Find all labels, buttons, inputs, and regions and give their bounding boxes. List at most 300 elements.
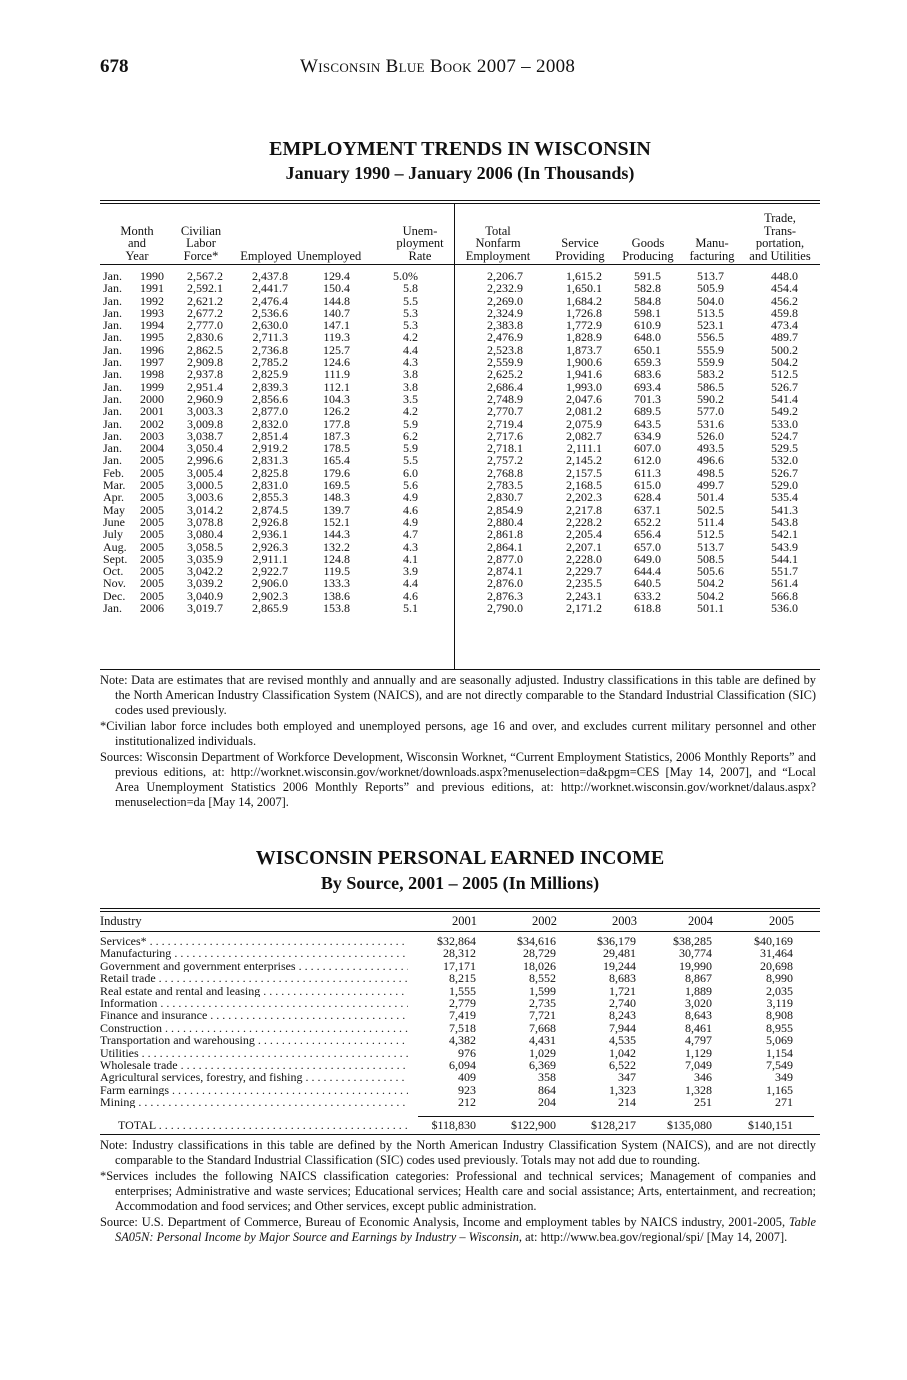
employment-cell: 582.8 xyxy=(634,281,661,296)
employment-cell: 119.3 xyxy=(323,330,350,345)
employment-cell: 178.5 xyxy=(323,441,350,456)
income-notes xyxy=(100,1138,816,1246)
income-cell: $140,151 xyxy=(748,1118,793,1132)
income-industry-name: Real estate and rental and leasing xyxy=(100,984,261,997)
employment-cell: 1,993.0 xyxy=(566,379,602,394)
employment-cell: 659.3 xyxy=(634,355,661,370)
employment-cell: 2005 xyxy=(140,551,164,566)
employment-cell: 498.5 xyxy=(697,465,724,480)
employment-row xyxy=(100,454,820,466)
income-cell: 346 xyxy=(694,1070,712,1085)
employment-cell: Jan. xyxy=(103,416,122,431)
employment-cell: 3.8 xyxy=(403,379,418,394)
employment-cell: 496.6 xyxy=(697,453,724,468)
income-row xyxy=(100,1034,820,1046)
employment-cell: 3.8 xyxy=(403,367,418,382)
employment-cell: Aug. xyxy=(103,539,127,554)
income-cell: $122,900 xyxy=(511,1118,556,1132)
employment-cell: 2,831.0 xyxy=(252,478,288,493)
income-row xyxy=(100,972,820,984)
employment-cell: 634.9 xyxy=(634,428,661,443)
leader-dots xyxy=(171,947,408,959)
employment-row xyxy=(100,368,820,380)
income-cell: $135,080 xyxy=(667,1118,712,1132)
employment-cell: 2,157.5 xyxy=(566,465,602,480)
leader-dots xyxy=(162,1022,408,1034)
employment-cell: 2,855.3 xyxy=(252,490,288,505)
employment-cell: 2,748.9 xyxy=(487,391,523,406)
income-cell: 1,029 xyxy=(529,1045,556,1060)
employment-cell: 2,719.4 xyxy=(487,416,523,431)
employment-cell: Jan. xyxy=(103,367,122,382)
employment-cell: 2005 xyxy=(140,478,164,493)
income-cell: 214 xyxy=(618,1095,636,1110)
employment-cell: 3,009.8 xyxy=(187,416,223,431)
employment-cell: 657.0 xyxy=(634,539,661,554)
leader-dots xyxy=(207,1009,408,1021)
employment-cell: 2004 xyxy=(140,441,164,456)
income-column-header: 2005 xyxy=(769,914,794,928)
employment-cell: 2,926.3 xyxy=(252,539,288,554)
income-cell: 6,094 xyxy=(449,1057,476,1072)
income-cell: 864 xyxy=(538,1082,556,1097)
employment-cell: 612.0 xyxy=(634,453,661,468)
employment-cell: 2,047.6 xyxy=(566,391,602,406)
employment-cell: 124.6 xyxy=(323,355,350,370)
employment-cell: 628.4 xyxy=(634,490,661,505)
income-industry-name: Transportation and warehousing xyxy=(100,1034,255,1047)
employment-cell: 504.2 xyxy=(771,355,798,370)
employment-cell: Jan. xyxy=(103,391,122,406)
income-cell: 8,683 xyxy=(609,971,636,986)
employment-cell: 2,625.2 xyxy=(487,367,523,382)
employment-column-header xyxy=(294,250,364,263)
employment-cell: 2,851.4 xyxy=(252,428,288,443)
income-cell: 271 xyxy=(775,1095,793,1110)
employment-cell: 3,039.2 xyxy=(187,576,223,591)
employment-cell: 3,078.8 xyxy=(187,514,223,529)
employment-cell: 649.0 xyxy=(634,551,661,566)
employment-cell: 535.4 xyxy=(771,490,798,505)
employment-cell: 5.3 xyxy=(403,318,418,333)
income-cell: 204 xyxy=(538,1095,556,1110)
income-table-subtitle: By Source, 2001 – 2005 (In Millions) xyxy=(320,873,600,893)
income-cell: 4,431 xyxy=(529,1033,556,1048)
employment-cell: 1994 xyxy=(140,318,164,333)
employment-cell: 4.9 xyxy=(403,514,418,529)
income-cell: 29,481 xyxy=(603,946,636,961)
employment-cell: 590.2 xyxy=(697,391,724,406)
employment-cell: 2005 xyxy=(140,465,164,480)
employment-cell: 2,228.0 xyxy=(566,551,602,566)
employment-cell: 2,592.1 xyxy=(187,281,223,296)
employment-top-rule xyxy=(100,200,820,201)
income-cell: 7,944 xyxy=(609,1020,636,1035)
employment-column-header-line: Nonfarm xyxy=(475,236,521,250)
employment-cell: 1,828.9 xyxy=(566,330,602,345)
employment-cell: Mar. xyxy=(103,478,126,493)
income-cell: 1,328 xyxy=(685,1082,712,1097)
employment-column-header-line: and Utilities xyxy=(749,248,811,263)
employment-cell: 2,877.0 xyxy=(487,551,523,566)
employment-cell: 104.3 xyxy=(323,391,350,406)
employment-cell: 559.9 xyxy=(697,355,724,370)
income-cell: 8,215 xyxy=(449,971,476,986)
employment-cell: 2,825.8 xyxy=(252,465,288,480)
employment-cell: 1,726.8 xyxy=(566,305,602,320)
employment-cell: 584.8 xyxy=(634,293,661,308)
employment-cell: 526.7 xyxy=(771,379,798,394)
income-source-prefix: Source: U.S. Department of Commerce, Bureau of Economic Analysis, Income and employment tables by NAICS industry, 2001-2005, xyxy=(100,1215,789,1229)
employment-cell: 6.0 xyxy=(403,465,418,480)
employment-column-header-line: and xyxy=(127,236,147,250)
employment-cell: 129.4 xyxy=(323,269,350,283)
income-cell: $36,179 xyxy=(597,934,636,948)
employment-cell: 2,441.7 xyxy=(252,281,288,296)
employment-cell: 610.9 xyxy=(634,318,661,333)
leader-dots xyxy=(156,1119,408,1131)
employment-cell: 3,038.7 xyxy=(187,428,223,443)
income-cell: 8,990 xyxy=(766,971,793,986)
employment-cell: 2005 xyxy=(140,564,164,579)
employment-cell: 5.6 xyxy=(403,478,418,493)
employment-cell: 3,014.2 xyxy=(187,502,223,517)
employment-cell: 542.1 xyxy=(771,527,798,542)
employment-cell: Oct. xyxy=(103,564,124,579)
employment-column-header-line: Trade, xyxy=(764,211,796,225)
employment-cell: 2,383.8 xyxy=(487,318,523,333)
employment-cell: 2003 xyxy=(140,428,164,443)
income-cell: 5,069 xyxy=(766,1033,793,1048)
employment-table-title: EMPLOYMENT TRENDS IN WISCONSIN xyxy=(269,138,651,160)
income-cell: 1,889 xyxy=(685,983,712,998)
employment-column-header-line: Force* xyxy=(183,248,219,263)
employment-cell: 2,269.0 xyxy=(487,293,523,308)
employment-cell: 5.0% xyxy=(393,269,418,283)
employment-column-header xyxy=(545,237,615,262)
income-industry-label xyxy=(100,1119,408,1131)
employment-cell: 2,559.9 xyxy=(487,355,523,370)
income-cell: 17,171 xyxy=(443,958,476,973)
employment-cell: 504.2 xyxy=(697,576,724,591)
employment-cell: 5.5 xyxy=(403,293,418,308)
employment-cell: 2,919.2 xyxy=(252,441,288,456)
employment-column-header xyxy=(236,250,296,263)
employment-cell: 543.8 xyxy=(771,514,798,529)
employment-cell: 526.7 xyxy=(771,465,798,480)
income-industry-label xyxy=(100,972,408,984)
income-column-header: Industry xyxy=(100,914,142,928)
employment-cell: 2,922.7 xyxy=(252,564,288,579)
income-total-row xyxy=(100,1119,820,1131)
employment-cell: 512.5 xyxy=(771,367,798,382)
employment-cell: 536.0 xyxy=(771,601,798,616)
employment-cell: 2,621.2 xyxy=(187,293,223,308)
employment-cell: 501.1 xyxy=(697,601,724,616)
employment-cell: 3,035.9 xyxy=(187,551,223,566)
income-cell: 3,020 xyxy=(685,995,712,1010)
income-cell: 2,735 xyxy=(529,995,556,1010)
employment-note: *Civilian labor force includes both employed and unemployed persons, age 16 and over, and excludes current military personnel and other institutionalized individuals. xyxy=(100,719,816,748)
income-cell: $38,285 xyxy=(673,934,712,948)
employment-cell: 2,785.2 xyxy=(252,355,288,370)
income-industry-name: Manufacturing xyxy=(100,947,172,960)
employment-cell: 3,019.7 xyxy=(187,601,223,616)
income-source-title: Table SA05N: Personal Income by Major Source and Earnings by Industry – Wisconsin, xyxy=(115,1215,816,1244)
employment-cell: 2,839.3 xyxy=(252,379,288,394)
employment-cell: 4.6 xyxy=(403,588,418,603)
income-cell: $32,864 xyxy=(437,934,476,948)
employment-cell: 640.5 xyxy=(634,576,661,591)
employment-cell: 2001 xyxy=(140,404,164,419)
employment-cell: 5.3 xyxy=(403,305,418,320)
employment-cell: 126.2 xyxy=(323,404,350,419)
employment-cell: 583.2 xyxy=(697,367,724,382)
employment-cell: 147.1 xyxy=(323,318,350,333)
employment-cell: 1992 xyxy=(140,293,164,308)
employment-cell: 3,050.4 xyxy=(187,441,223,456)
employment-cell: Jan. xyxy=(103,601,122,616)
employment-cell: 2,228.2 xyxy=(566,514,602,529)
leader-dots xyxy=(255,1034,408,1046)
employment-cell: 112.1 xyxy=(323,379,350,394)
employment-cell: 2005 xyxy=(140,502,164,517)
income-industry-name: Farm earnings xyxy=(100,1083,169,1097)
income-total-rule xyxy=(418,1116,814,1117)
income-cell: 1,323 xyxy=(609,1082,636,1097)
income-cell: 8,461 xyxy=(685,1020,712,1035)
employment-cell: 2,711.3 xyxy=(252,330,288,345)
employment-cell: 3,003.6 xyxy=(187,490,223,505)
income-cell: 7,049 xyxy=(685,1057,712,1072)
leader-dots xyxy=(139,1047,408,1059)
employment-cell: 544.1 xyxy=(771,551,798,566)
employment-cell: 524.7 xyxy=(771,428,798,443)
employment-cell: 2,324.9 xyxy=(487,305,523,320)
employment-cell: June xyxy=(103,514,125,529)
employment-cell: 2,206.7 xyxy=(487,269,523,283)
employment-cell: 2005 xyxy=(140,453,164,468)
employment-cell: 2,876.3 xyxy=(487,588,523,603)
income-cell: 8,908 xyxy=(766,1008,793,1023)
income-row xyxy=(100,1096,820,1108)
income-table-title: WISCONSIN PERSONAL EARNED INCOME xyxy=(255,847,665,869)
employment-cell: 152.1 xyxy=(323,514,350,529)
employment-cell: 2,926.8 xyxy=(252,514,288,529)
employment-cell: 148.3 xyxy=(323,490,350,505)
employment-cell: Jan. xyxy=(103,293,122,308)
employment-column-header xyxy=(613,237,683,262)
employment-cell: 2,880.4 xyxy=(487,514,523,529)
employment-cell: 513.7 xyxy=(697,269,724,283)
employment-cell: 561.4 xyxy=(771,576,798,591)
income-industry-label xyxy=(100,1071,408,1083)
employment-cell: 618.8 xyxy=(634,601,661,616)
income-cell: $34,616 xyxy=(517,934,556,948)
employment-cell: 1,873.7 xyxy=(566,342,602,357)
income-column-header: 2003 xyxy=(612,914,637,928)
employment-cell: 6.2 xyxy=(403,428,418,443)
employment-cell: 4.3 xyxy=(403,539,418,554)
employment-cell: 153.8 xyxy=(323,601,350,616)
employment-column-header-line: Goods xyxy=(631,236,665,250)
income-industry-label xyxy=(100,997,408,1009)
employment-cell: 2,861.8 xyxy=(487,527,523,542)
employment-cell: 1,684.2 xyxy=(566,293,602,308)
employment-cell: 2,523.8 xyxy=(487,342,523,357)
employment-cell: 2002 xyxy=(140,416,164,431)
leader-dots xyxy=(147,935,408,947)
employment-cell: 2,567.2 xyxy=(187,269,223,283)
income-column-header: 2001 xyxy=(452,914,477,928)
employment-cell: 2,736.8 xyxy=(252,342,288,357)
employment-bottom-rule xyxy=(100,669,820,670)
income-cell: $118,830 xyxy=(431,1118,476,1132)
income-industry-label xyxy=(100,1034,408,1046)
income-industry-label xyxy=(100,1022,408,1034)
employment-cell: 598.1 xyxy=(634,305,661,320)
income-cell: 1,555 xyxy=(449,983,476,998)
employment-cell: 2005 xyxy=(140,539,164,554)
employment-cell: 591.5 xyxy=(634,269,661,283)
page-number: 678 xyxy=(100,56,129,77)
employment-cell: 4.1 xyxy=(403,551,418,566)
employment-cell: 2,770.7 xyxy=(487,404,523,419)
employment-cell: 125.7 xyxy=(323,342,350,357)
income-industry-label xyxy=(100,1096,408,1108)
employment-cell: 650.1 xyxy=(634,342,661,357)
income-top-rule-2 xyxy=(100,911,820,912)
income-cell: 20,698 xyxy=(760,958,793,973)
employment-cell: 2005 xyxy=(140,490,164,505)
employment-column-header-line: Manu- xyxy=(695,236,729,250)
income-cell: 8,955 xyxy=(766,1020,793,1035)
employment-cell: 3,058.5 xyxy=(187,539,223,554)
employment-cell: 2,874.5 xyxy=(252,502,288,517)
employment-cell: 504.0 xyxy=(697,293,724,308)
employment-table-subtitle: January 1990 – January 2006 (In Thousands) xyxy=(285,163,635,183)
income-cell: 3,119 xyxy=(766,995,793,1010)
employment-cell: 2,229.7 xyxy=(566,564,602,579)
employment-cell: 611.3 xyxy=(634,465,661,480)
employment-cell: Jan. xyxy=(103,453,122,468)
employment-cell: 4.9 xyxy=(403,490,418,505)
employment-cell: 2005 xyxy=(140,588,164,603)
employment-cell: Jan. xyxy=(103,441,122,456)
income-cell: 8,243 xyxy=(609,1008,636,1023)
employment-column-header-line: Civilian xyxy=(180,223,222,238)
employment-column-header-line: Unemployed xyxy=(296,248,362,263)
employment-cell: Jan. xyxy=(103,269,122,283)
income-cell: 28,312 xyxy=(443,946,476,961)
employment-cell: 2,476.9 xyxy=(487,330,523,345)
employment-column-header xyxy=(102,225,172,263)
employment-cell: 187.3 xyxy=(323,428,350,443)
income-cell: 8,867 xyxy=(685,971,712,986)
employment-cell: 543.9 xyxy=(771,539,798,554)
employment-column-header xyxy=(453,225,543,263)
income-cell: 976 xyxy=(458,1045,476,1060)
employment-cell: 5.9 xyxy=(403,416,418,431)
income-industry-label xyxy=(100,1047,408,1059)
employment-row xyxy=(100,418,820,430)
employment-cell: 513.7 xyxy=(697,539,724,554)
income-industry-name: Retail trade xyxy=(100,972,156,985)
income-cell: 7,518 xyxy=(449,1020,476,1035)
income-cell: 347 xyxy=(618,1070,636,1085)
employment-cell: 555.9 xyxy=(697,342,724,357)
employment-column-header-line: Rate xyxy=(408,248,432,263)
employment-cell: 501.4 xyxy=(697,490,724,505)
employment-cell: 2,830.7 xyxy=(487,490,523,505)
employment-cell: 1997 xyxy=(140,355,164,370)
employment-column-header-line: Service xyxy=(561,236,599,250)
employment-cell: 2,202.3 xyxy=(566,490,602,505)
employment-row xyxy=(100,491,820,503)
employment-cell: 1996 xyxy=(140,342,164,357)
employment-cell: 138.6 xyxy=(323,588,350,603)
income-cell: 2,740 xyxy=(609,995,636,1010)
income-source xyxy=(100,1215,816,1245)
income-cell: 1,129 xyxy=(685,1045,712,1060)
employment-cell: 2,757.2 xyxy=(487,453,523,468)
employment-cell: 179.6 xyxy=(323,465,350,480)
employment-cell: 508.5 xyxy=(697,551,724,566)
employment-cell: 124.8 xyxy=(323,551,350,566)
employment-cell: 2,790.0 xyxy=(487,601,523,616)
employment-row xyxy=(100,602,820,614)
employment-cell: 512.5 xyxy=(697,527,724,542)
income-cell: 7,419 xyxy=(449,1008,476,1023)
employment-column-header-line: Year xyxy=(125,248,149,263)
employment-cell: 456.2 xyxy=(771,293,798,308)
employment-cell: 2,718.1 xyxy=(487,441,523,456)
employment-cell: 4.4 xyxy=(403,576,418,591)
income-industry-name: Construction xyxy=(100,1021,162,1035)
income-industry-name: Utilities xyxy=(100,1046,139,1059)
employment-cell: Sept. xyxy=(103,551,128,566)
employment-cell: 454.4 xyxy=(771,281,798,296)
employment-cell: 2,081.2 xyxy=(566,404,602,419)
employment-column-header-line: ployment xyxy=(396,236,444,250)
employment-cell: 505.6 xyxy=(697,564,724,579)
employment-cell: 652.2 xyxy=(634,514,661,529)
employment-cell: 169.5 xyxy=(323,478,350,493)
employment-cell: 689.5 xyxy=(634,404,661,419)
employment-cell: 643.5 xyxy=(634,416,661,431)
employment-column-header-line: Providing xyxy=(555,248,605,263)
employment-cell: 473.4 xyxy=(771,318,798,333)
employment-cell: 2,909.8 xyxy=(187,355,223,370)
income-cell: 349 xyxy=(775,1070,793,1085)
employment-cell: 633.2 xyxy=(634,588,661,603)
employment-cell: 2,831.3 xyxy=(252,453,288,468)
income-cell: 212 xyxy=(458,1095,476,1110)
leader-dots xyxy=(135,1096,408,1108)
income-header-rule xyxy=(100,931,820,932)
employment-cell: 529.5 xyxy=(771,441,798,456)
income-cell: 19,990 xyxy=(679,958,712,973)
employment-column-header-line: Total xyxy=(485,223,511,238)
employment-cell: 4.2 xyxy=(403,404,418,419)
employment-row xyxy=(100,282,820,294)
income-header-row xyxy=(100,915,820,927)
employment-cell: 2,902.3 xyxy=(252,588,288,603)
employment-cell: 526.0 xyxy=(697,428,724,443)
employment-cell: 3.5 xyxy=(403,391,418,406)
employment-cell: 502.5 xyxy=(697,502,724,517)
income-industry-name: TOTAL xyxy=(118,1119,156,1132)
